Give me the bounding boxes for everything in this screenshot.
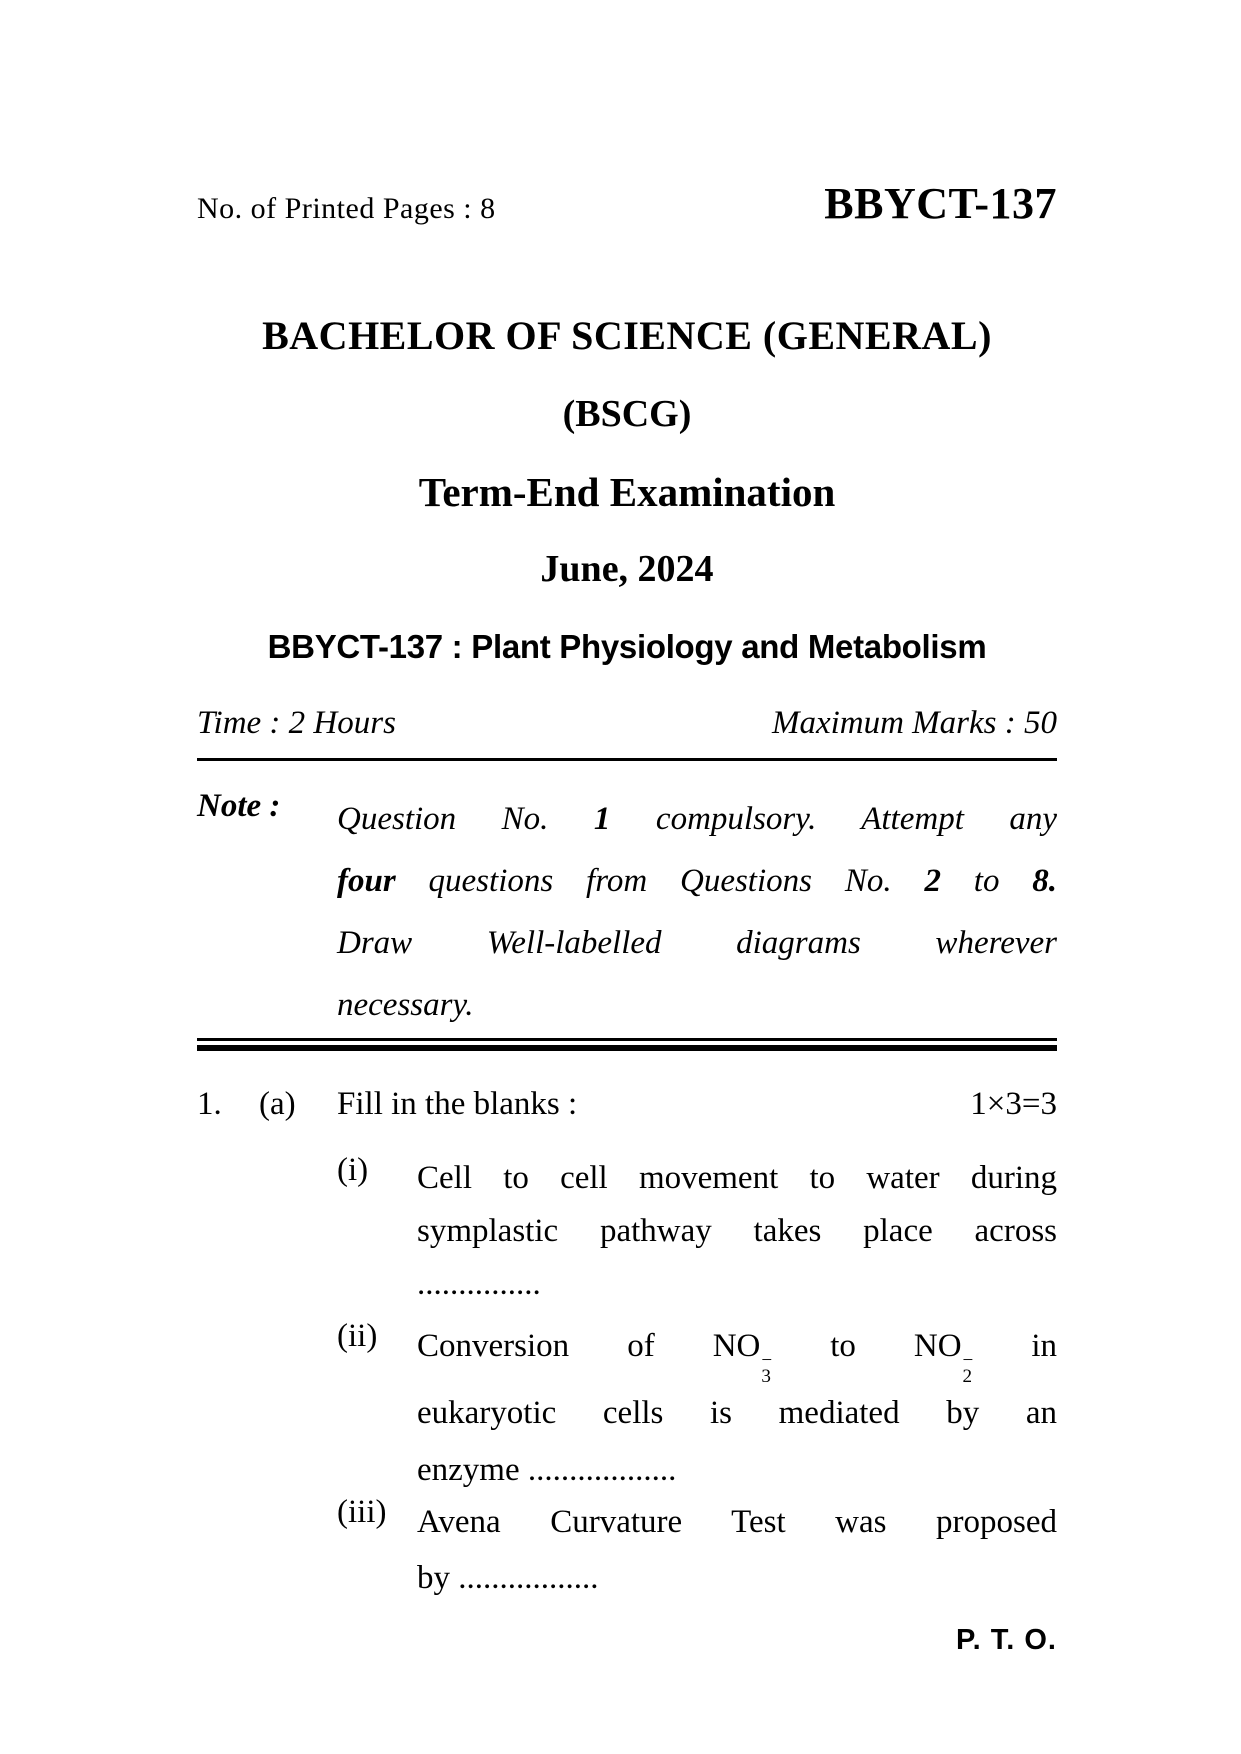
item-i-blank: ............... [417,1266,541,1302]
exam-name: Term-End Examination [418,469,836,515]
formula-subscript: 3 [761,1365,771,1387]
item-ii-line-2: eukaryotic cells is mediated by an [417,1395,1057,1432]
note-block [197,788,1057,1036]
note-line-3: Draw Well-labelled diagrams wherever [337,925,1057,961]
time-allowed: Time : 2 Hours [197,705,396,741]
formula-base: NO [712,1328,761,1364]
item-i [337,1152,1057,1311]
chemical-formula-no2 [913,1328,974,1387]
note-bold-segment: 8. [1032,863,1058,899]
question-number: 1. [197,1086,222,1122]
part-a-marks: 1×3=3 [970,1086,1057,1122]
item-ii-word: to [830,1328,856,1364]
note-text-segment: compulsory. Attempt any [655,801,1058,837]
note-text-segment: to [973,863,1000,899]
item-ii-line-1 [417,1318,1057,1385]
part-a-label: (a) [259,1086,296,1122]
item-ii-label: (ii) [337,1318,378,1354]
item-iii-blank: by ................. [417,1560,599,1596]
formula-superscript: − [962,1349,974,1371]
item-iii [337,1494,1057,1606]
pto-label: P. T. O. [956,1624,1057,1656]
item-ii-word: of [627,1328,655,1364]
maximum-marks: Maximum Marks : 50 [771,705,1057,741]
note-bold-segment: 2 [924,863,941,899]
note-line-1 [337,788,1057,850]
formula-subscript: 2 [962,1365,973,1387]
note-text [337,788,1057,1036]
item-i-line-2: symplastic pathway takes place across [417,1213,1057,1249]
item-iii-text [417,1494,1057,1606]
formula-base: NO [913,1328,962,1364]
chemical-formula-no3 [712,1328,773,1387]
degree-title: BACHELOR OF SCIENCE (GENERAL) [262,313,992,358]
subject-line: BBYCT-137 : Plant Physiology and Metabolism [267,628,987,665]
item-i-line-1: Cell to cell movement to water during [417,1160,1057,1196]
formula-superscript: − [761,1349,773,1371]
double-rule [197,1038,1057,1051]
paper-code: BBYCT-137 [824,179,1057,228]
note-line-4: necessary. [337,987,474,1023]
printed-pages-label: No. of Printed Pages : 8 [197,192,496,225]
item-ii [337,1318,1057,1499]
part-a-heading: Fill in the blanks : [337,1086,578,1122]
item-i-label: (i) [337,1152,369,1188]
note-text-segment: Question No. [337,801,549,837]
item-ii-word: in [1031,1328,1058,1364]
item-iii-label: (iii) [337,1494,387,1530]
item-iii-line-1: Avena Curvature Test was proposed [417,1504,1057,1540]
item-ii-word: Conversion [417,1328,570,1364]
item-i-text [417,1152,1057,1311]
item-ii-text [417,1318,1057,1499]
item-ii-blank: enzyme .................. [417,1452,677,1489]
program-code: (BSCG) [562,393,692,435]
divider-rule [197,758,1057,761]
exam-session: June, 2024 [540,548,714,590]
note-bold-segment: 1 [593,801,611,837]
page-header [197,178,1057,229]
exam-meta-row [197,705,1057,742]
note-bold-segment: four [337,863,396,899]
note-line-2 [337,850,1057,912]
note-label: Note : [197,788,281,824]
note-text-segment: questions from Questions No. [428,863,892,899]
question-1-heading [197,1086,1057,1123]
